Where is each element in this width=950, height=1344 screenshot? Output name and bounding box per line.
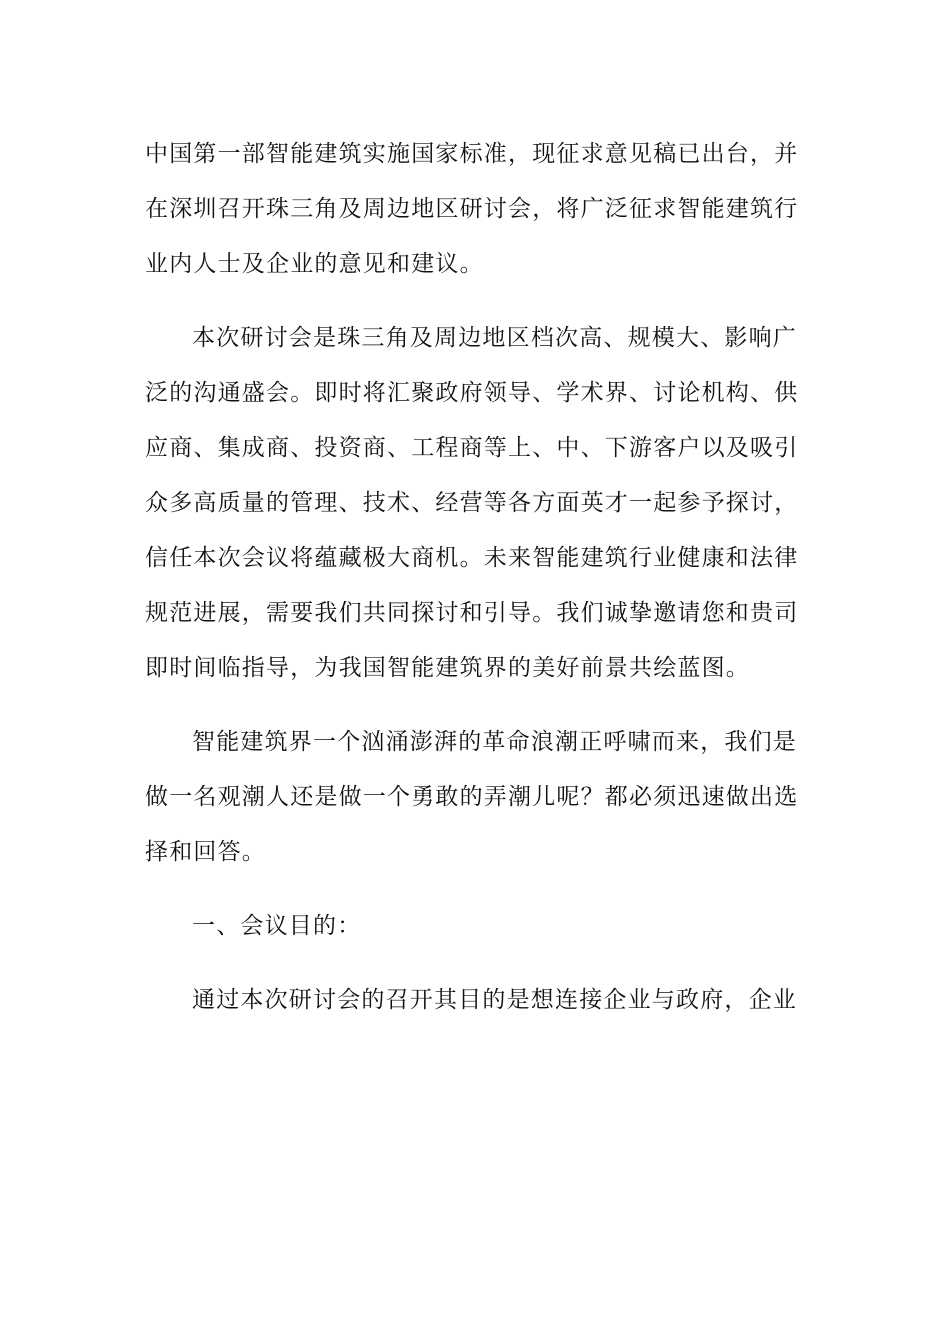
text-line: 即时间临指导，为我国智能建筑界的美好前景共绘蓝图。 xyxy=(145,655,750,681)
paragraph-intro xyxy=(145,127,809,292)
section-heading: 一、会议目的： xyxy=(192,913,362,939)
paragraph-meeting-purpose xyxy=(145,973,809,1028)
text-line: 做一名观潮人还是做一个勇敢的弄潮儿呢？都必须迅速做出选 xyxy=(145,784,799,810)
text-line: 应商、集成商、投资商、工程商等上、中、下游客户以及吸引 xyxy=(145,435,799,461)
text-line: 规范进展，需要我们共同探讨和引导。我们诚挚邀请您和贵司 xyxy=(145,600,799,626)
text-line: 在深圳召开珠三角及周边地区研讨会，将广泛征求智能建筑行 xyxy=(145,196,799,222)
text-line: 众多高质量的管理、技术、经营等各方面英才一起参予探讨， xyxy=(145,490,799,516)
text-line: 通过本次研讨会的召开其目的是想连接企业与政府，企业 xyxy=(192,987,797,1013)
text-line: 泛的沟通盛会。即时将汇聚政府领导、学术界、讨论机构、供 xyxy=(145,380,799,406)
paragraph-conference-description xyxy=(145,311,809,696)
text-line: 中国第一部智能建筑实施国家标准，现征求意见稿已出台，并 xyxy=(145,141,799,167)
text-line: 择和回答。 xyxy=(145,839,266,865)
text-line: 本次研讨会是珠三角及周边地区档次高、规模大、影响广 xyxy=(192,325,797,351)
paragraph-industry-trend xyxy=(145,715,809,880)
text-line: 信任本次会议将蕴藏极大商机。未来智能建筑行业健康和法律 xyxy=(145,545,799,571)
document-body xyxy=(145,127,809,1047)
text-line: 智能建筑界一个汹涌澎湃的革命浪潮正呼啸而来，我们是 xyxy=(192,729,797,755)
text-line: 业内人士及企业的意见和建议。 xyxy=(145,251,484,277)
section-heading-meeting-purpose xyxy=(145,899,809,954)
